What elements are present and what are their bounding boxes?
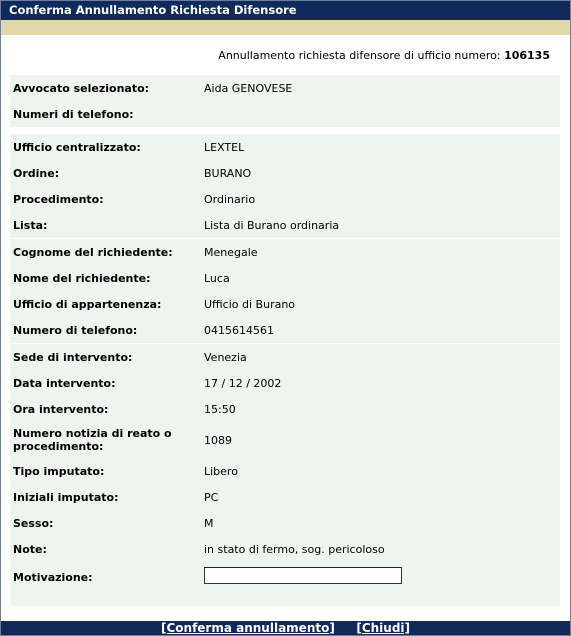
field-label: Tipo imputato: bbox=[13, 464, 105, 478]
detail-row bbox=[10, 510, 560, 536]
field-value: 0415614561 bbox=[204, 323, 274, 337]
requester-block bbox=[10, 239, 560, 343]
detail-row bbox=[10, 291, 560, 317]
field-label: Sesso: bbox=[13, 516, 54, 530]
field-value: LEXTEL bbox=[204, 140, 245, 154]
field-label: Avvocato selezionato: bbox=[13, 81, 150, 95]
window-title: Conferma Annullamento Richiesta Difensore bbox=[1, 1, 570, 20]
field-value: BURANO bbox=[204, 166, 252, 180]
request-number: 106135 bbox=[504, 49, 550, 62]
detail-row bbox=[10, 370, 560, 396]
field-value: 15:50 bbox=[204, 402, 236, 416]
detail-row bbox=[10, 484, 560, 510]
field-value: 1089 bbox=[204, 433, 232, 447]
detail-row bbox=[10, 458, 560, 484]
confirm-cancellation-link[interactable]: [Conferma annullamento] bbox=[160, 621, 335, 635]
detail-row bbox=[10, 212, 560, 238]
field-value: PC bbox=[204, 490, 219, 504]
field-value: Lista di Burano ordinaria bbox=[204, 218, 340, 232]
action-bar bbox=[1, 621, 570, 635]
detail-row bbox=[10, 317, 560, 343]
field-label: Numero notizia di reato o procedimento: bbox=[13, 427, 172, 453]
detail-row bbox=[10, 422, 560, 458]
field-label: Ordine: bbox=[13, 166, 60, 180]
detail-row bbox=[10, 134, 560, 160]
field-label: Iniziali imputato: bbox=[13, 490, 119, 504]
detail-row bbox=[10, 75, 560, 101]
detail-row bbox=[10, 344, 560, 370]
request-header-text: Annullamento richiesta difensore di ufficio numero: bbox=[218, 49, 501, 62]
detail-row bbox=[10, 396, 560, 422]
field-label: Motivazione: bbox=[13, 570, 93, 584]
field-label: Lista: bbox=[13, 218, 48, 232]
field-label: Ufficio di appartenenza: bbox=[13, 297, 162, 311]
field-value: Ordinario bbox=[204, 192, 256, 206]
field-value: in stato di fermo, sog. pericoloso bbox=[204, 542, 385, 556]
field-label: Ora intervento: bbox=[13, 402, 109, 416]
field-value: Luca bbox=[204, 271, 230, 285]
field-value: Ufficio di Burano bbox=[204, 297, 296, 311]
field-value: Menegale bbox=[204, 245, 258, 259]
detail-row bbox=[10, 239, 560, 265]
request-header bbox=[218, 49, 550, 62]
field-label: Numeri di telefono: bbox=[13, 107, 134, 121]
close-link[interactable]: [Chiudi] bbox=[356, 621, 411, 635]
field-value: M bbox=[204, 516, 214, 530]
detail-row bbox=[10, 160, 560, 186]
title-accent-bar bbox=[1, 20, 570, 35]
field-label: Sede di intervento: bbox=[13, 350, 133, 364]
field-value: Venezia bbox=[204, 350, 247, 364]
field-value: Aida GENOVESE bbox=[204, 81, 293, 95]
detail-row bbox=[10, 101, 560, 127]
field-label: Ufficio centralizzato: bbox=[13, 140, 141, 154]
detail-row bbox=[10, 265, 560, 291]
field-label: Nome del richiedente: bbox=[13, 271, 151, 285]
field-label: Cognome del richiedente: bbox=[13, 245, 173, 259]
field-value: 17 / 12 / 2002 bbox=[204, 376, 282, 390]
field-value: Libero bbox=[204, 464, 238, 478]
field-label: Procedimento: bbox=[13, 192, 104, 206]
detail-row bbox=[10, 186, 560, 212]
field-label: Numero di telefono: bbox=[13, 323, 138, 337]
lawyer-block bbox=[10, 75, 560, 127]
field-label: Data intervento: bbox=[13, 376, 116, 390]
field-label: Note: bbox=[13, 542, 47, 556]
intervention-block bbox=[10, 344, 560, 606]
main-content bbox=[1, 35, 570, 621]
detail-row bbox=[10, 536, 560, 562]
motivation-row bbox=[10, 562, 560, 592]
motivation-input[interactable] bbox=[204, 567, 402, 584]
office-block bbox=[10, 134, 560, 238]
